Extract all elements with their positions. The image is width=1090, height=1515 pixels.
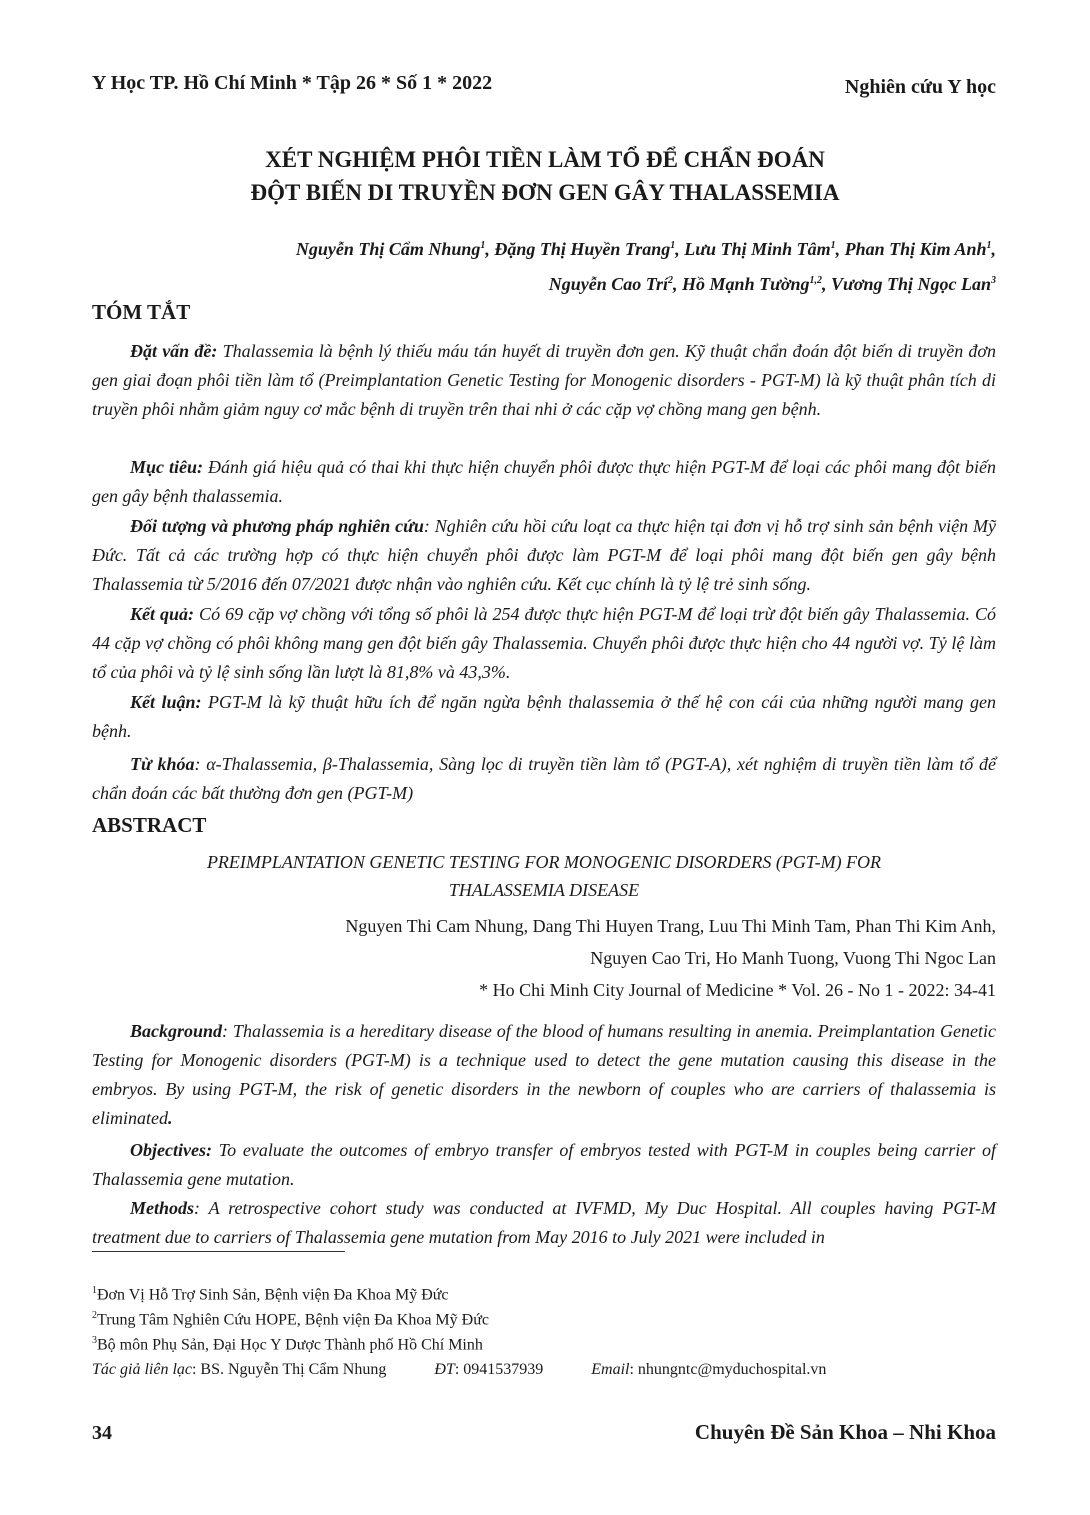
abstract-paragraph-objectives bbox=[92, 1136, 996, 1194]
affiliation-marker: 1 bbox=[830, 240, 836, 251]
page-number: 34 bbox=[92, 1422, 112, 1444]
author-name: Phan Thị Kim Anh bbox=[844, 239, 987, 259]
affiliation-marker: 2 bbox=[668, 275, 674, 286]
footnote-affiliation-2 bbox=[92, 1310, 489, 1329]
affiliation-marker: 1,2 bbox=[809, 275, 823, 286]
abstract-paragraph-background bbox=[92, 1017, 996, 1133]
author-name: Vương Thị Ngọc Lan bbox=[831, 274, 991, 294]
author-name: Nguyễn Cao Trí bbox=[548, 274, 669, 294]
paragraph-label: Objectives: bbox=[130, 1140, 212, 1160]
summary-paragraph-keywords bbox=[92, 750, 996, 808]
contact-email-link[interactable]: : nhungntc@myduchospital.vn bbox=[629, 1361, 827, 1378]
paragraph-label: Background bbox=[130, 1021, 223, 1041]
footnote-marker: 3 bbox=[92, 1335, 97, 1346]
author-separator: , bbox=[822, 274, 832, 294]
author-separator: , bbox=[485, 239, 495, 259]
author-name: Nguyễn Thị Cẩm Nhung bbox=[295, 239, 481, 259]
footnote-text: Đơn Vị Hỗ Trợ Sinh Sản, Bệnh viện Đa Khoa Mỹ Đức bbox=[97, 1286, 449, 1304]
summary-paragraph-methods bbox=[92, 512, 996, 599]
footnote-marker: 2 bbox=[92, 1310, 97, 1321]
author-list-en bbox=[345, 910, 996, 974]
article-title-en bbox=[92, 848, 996, 904]
footnote-affiliation-1 bbox=[92, 1285, 449, 1304]
contact-phone-label: ĐT bbox=[434, 1361, 455, 1378]
title-line: XÉT NGHIỆM PHÔI TIỀN LÀM TỔ ĐỂ CHẨN ĐOÁN bbox=[265, 147, 825, 172]
contact-phone-value: : 0941537939 bbox=[454, 1361, 544, 1378]
paragraph-label: Từ khóa bbox=[130, 754, 195, 774]
paragraph-text: : A retrospective cohort study was conducted at IVFMD, My Duc Hospital. All couples having PGT-M treatment due to carriers of Thalassemia gene mutation from May 2016 to July 2021 were included in bbox=[92, 1198, 996, 1247]
paragraph-label: Kết quả: bbox=[130, 604, 195, 624]
affiliation-marker: 3 bbox=[991, 275, 996, 286]
author-name: Hồ Mạnh Tường bbox=[682, 274, 810, 294]
title-line: ĐỘT BIẾN DI TRUYỀN ĐƠN GEN GÂY THALASSEMIA bbox=[250, 180, 840, 205]
paragraph-label: Methods bbox=[130, 1198, 195, 1218]
contact-author-label: Tác giả liên lạc bbox=[92, 1361, 192, 1378]
summary-paragraph-conclusion bbox=[92, 688, 996, 746]
running-header-journal: Y Học TP. Hồ Chí Minh * Tập 26 * Số 1 * 2022 bbox=[92, 72, 493, 94]
paragraph-text: To evaluate the outcomes of embryo transfer of embryos tested with PGT-M in couples being carrier of Thalassemia gene mutation. bbox=[92, 1140, 996, 1189]
footnote-affiliation-3 bbox=[92, 1335, 483, 1354]
running-footer-section: Chuyên Đề Sản Khoa – Nhi Khoa bbox=[694, 1420, 996, 1444]
abstract-paragraph-methods bbox=[92, 1194, 996, 1252]
paragraph-text: Có 69 cặp vợ chồng với tổng số phôi là 254 được thực hiện PGT-M để loại trừ đột biến gây Thalassemia. Có 44 cặp vợ chồng có phôi không mang gen đột biến gây Thalassemia. Chuyển phôi được thực hiện cho 44 người vợ. Tỷ lệ làm tổ của phôi và tỷ lệ sinh sống lần lượt là 81,8% và 43,3%. bbox=[92, 604, 996, 682]
affiliation-marker: 1 bbox=[480, 240, 486, 251]
author-separator: , bbox=[991, 239, 996, 259]
author-line bbox=[296, 265, 996, 300]
title-line: PREIMPLANTATION GENETIC TESTING FOR MONOGENIC DISORDERS (PGT-M) FOR bbox=[206, 852, 882, 872]
running-header-section: Nghiên cứu Y học bbox=[844, 76, 996, 98]
author-list-vn bbox=[296, 230, 996, 300]
paragraph-text: Thalassemia là bệnh lý thiếu máu tán huyết di truyền đơn gen. Kỹ thuật chẩn đoán đột biến di truyền đơn gen giai đoạn phôi tiền làm tổ (Preimplantation Genetic Testing for Monogenic disorders - PGT-M) là kỹ thuật phân tích di truyền phôi nhằm giảm nguy cơ mắc bệnh di truyền trên thai nhi ở các cặp vợ chồng mang gen bệnh. bbox=[92, 341, 996, 419]
footnote-text: Bộ môn Phụ Sản, Đại Học Y Dược Thành phố Hồ Chí Minh bbox=[97, 1336, 483, 1354]
author-name: Đặng Thị Huyền Trang bbox=[494, 239, 671, 259]
corresponding-author bbox=[92, 1361, 826, 1379]
author-separator: , bbox=[673, 274, 683, 294]
author-line: Nguyen Cao Tri, Ho Manh Tuong, Vuong Thi Ngoc Lan bbox=[590, 948, 996, 968]
paragraph-tail: . bbox=[167, 1108, 173, 1128]
paragraph-label: Mục tiêu: bbox=[130, 457, 204, 477]
affiliation-marker: 1 bbox=[670, 240, 676, 251]
paragraph-label: Đặt vấn đề: bbox=[130, 341, 218, 361]
summary-paragraph-background bbox=[92, 337, 996, 424]
title-line: THALASSEMIA DISEASE bbox=[448, 880, 640, 900]
author-name: Lưu Thị Minh Tâm bbox=[684, 239, 831, 259]
footnote-divider bbox=[92, 1251, 345, 1252]
author-line bbox=[296, 230, 996, 265]
footnote-marker: 1 bbox=[92, 1285, 97, 1296]
paragraph-text: : α-Thalassemia, β-Thalassemia, Sàng lọc di truyền tiền làm tổ (PGT-A), xét nghiệm di truyền tiền làm tổ để chẩn đoán các bất thường đơn gen (PGT-M) bbox=[92, 754, 996, 803]
paragraph-label: Đối tượng và phương pháp nghiên cứu bbox=[130, 516, 424, 536]
paragraph-text: : Thalassemia is a hereditary disease of the blood of humans resulting in anemia. Preimplantation Genetic Testing for Monogenic disorders (PGT-M) is a technique used to detect the gene mutation causing this disease in the embryos. By using PGT-M, the risk of genetic disorders in the newborn of couples who are carriers of thalassemia is eliminated bbox=[92, 1021, 996, 1128]
author-line: Nguyen Thi Cam Nhung, Dang Thi Huyen Trang, Luu Thi Minh Tam, Phan Thi Kim Anh, bbox=[345, 916, 996, 936]
contact-email-label: Email bbox=[591, 1361, 630, 1378]
paragraph-text: Đánh giá hiệu quả có thai khi thực hiện chuyển phôi được thực hiện PGT-M để loại các phôi mang đột biến gen gây bệnh thalassemia. bbox=[92, 457, 996, 506]
footnote-text: Trung Tâm Nghiên Cứu HOPE, Bệnh viện Đa Khoa Mỹ Đức bbox=[97, 1311, 489, 1329]
summary-paragraph-objectives bbox=[92, 453, 996, 511]
paragraph-text: : Nghiên cứu hồi cứu loạt ca thực hiện tại đơn vị hỗ trợ sinh sản bệnh viện Mỹ Đức. Tất cả các trường hợp có thực hiện chuyển phôi được làm PGT-M để loại phôi mang đột biến gen gây bệnh Thalassemia từ 5/2016 đến 07/2021 được nhận vào nghiên cứu. Kết cục chính là tỷ lệ trẻ sinh sống. bbox=[92, 516, 996, 594]
contact-author-value: : BS. Nguyễn Thị Cẩm Nhung bbox=[191, 1361, 387, 1378]
summary-paragraph-results bbox=[92, 600, 996, 687]
section-heading-summary: TÓM TẮT bbox=[92, 300, 191, 324]
article-title-vn bbox=[92, 143, 998, 209]
author-separator: , bbox=[675, 239, 685, 259]
paragraph-text: PGT-M là kỹ thuật hữu ích để ngăn ngừa bệnh thalassemia ở thế hệ con cái của những người mang gen bệnh. bbox=[92, 692, 996, 741]
paragraph-label: Kết luận: bbox=[130, 692, 202, 712]
journal-citation: * Ho Chi Minh City Journal of Medicine * Vol. 26 - No 1 - 2022: 34-41 bbox=[479, 980, 996, 1000]
author-separator: , bbox=[835, 239, 845, 259]
affiliation-marker: 1 bbox=[986, 240, 992, 251]
section-heading-abstract: ABSTRACT bbox=[92, 813, 207, 837]
